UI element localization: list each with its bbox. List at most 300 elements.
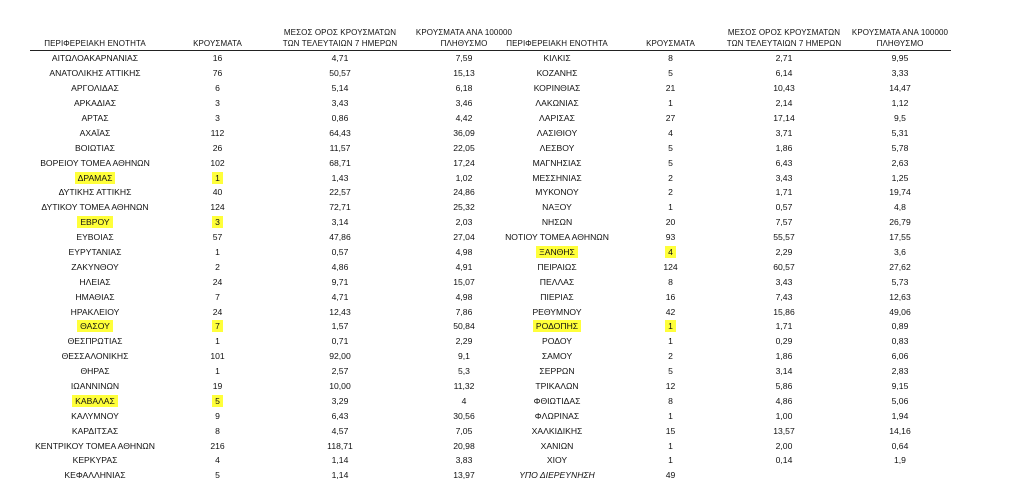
region-cell-text: ΕΥΒΟΙΑΣ [76, 232, 114, 243]
region-cell-text: ΡΕΘΥΜΝΟΥ [532, 306, 582, 317]
cases-cell [622, 468, 719, 483]
cases-cell-text: 5 [212, 395, 223, 407]
avg-7-days-cell [719, 170, 849, 185]
cases-cell-text: 2 [668, 351, 673, 362]
table-row [492, 438, 951, 453]
cases-cell-text: 49 [665, 470, 676, 481]
avg-7-days-cell-text: 1,14 [331, 455, 349, 466]
avg-7-days-cell [719, 245, 849, 260]
region-cell-text: ΚΑΡΔΙΤΣΑΣ [71, 425, 119, 436]
avg-7-days-cell-text: 6,43 [331, 410, 349, 421]
cases-cell-text: 5 [668, 68, 673, 79]
avg-7-days-cell [719, 96, 849, 111]
per-100k-cell [849, 111, 951, 126]
table-row [30, 96, 523, 111]
region-cell-text: ΚΟΡΙΝΘΙΑΣ [533, 83, 581, 94]
region-cell [30, 259, 160, 274]
table-row [492, 66, 951, 81]
avg-7-days-cell [275, 200, 405, 215]
per-100k-cell-text: 27,62 [889, 261, 911, 272]
per-100k-cell-text: 0,64 [891, 440, 909, 451]
avg-7-days-cell-text: 3,43 [775, 276, 793, 287]
region-cell-text: ΑΡΤΑΣ [81, 113, 109, 123]
per-100k-cell-text: 7,59 [455, 53, 473, 64]
cases-cell [160, 170, 275, 185]
table-row [492, 334, 951, 349]
table-row [30, 140, 523, 155]
avg-7-days-cell-text: 11,57 [329, 142, 351, 153]
region-cell-text: ΔΥΤΙΚΗΣ ΑΤΤΙΚΗΣ [58, 187, 132, 198]
cases-cell-text: 16 [665, 291, 676, 302]
avg-7-days-cell-text: 0,57 [775, 202, 793, 213]
per-100k-cell-text: 6,18 [455, 83, 473, 94]
avg-7-days-cell [719, 319, 849, 334]
region-cell [30, 393, 160, 408]
cases-cell-text: 1 [668, 410, 673, 421]
cases-cell [160, 245, 275, 260]
region-cell [492, 289, 622, 304]
avg-7-days-cell-text: 4,57 [331, 425, 349, 436]
avg-7-days-cell-text: 3,43 [775, 172, 793, 183]
avg-7-days-cell [275, 125, 405, 140]
per-100k-cell-text: 14,16 [889, 425, 911, 436]
avg-7-days-cell-text: 5,86 [775, 381, 793, 392]
region-cell-text: ΛΑΣΙΘΙΟΥ [536, 127, 578, 138]
cases-cell [622, 170, 719, 185]
per-100k-cell-text: 3,6 [894, 247, 906, 258]
cases-cell [622, 96, 719, 111]
avg-7-days-cell-text: 7,43 [775, 291, 793, 302]
table-row [30, 125, 523, 140]
avg-7-days-cell-text: 6,14 [775, 68, 793, 79]
region-cell [492, 274, 622, 289]
per-100k-cell-text: 4 [461, 395, 467, 406]
region-cell [30, 81, 160, 96]
region-cell [492, 200, 622, 215]
cases-cell [622, 453, 719, 468]
cases-cell-text: 1 [668, 98, 673, 109]
per-100k-cell [849, 66, 951, 81]
cases-cell-text: 1 [215, 366, 220, 377]
region-cell-text: ΡΟΔΟΠΗΣ [533, 320, 581, 332]
region-cell-text: ΑΝΑΤΟΛΙΚΗΣ ΑΤΤΙΚΗΣ [49, 68, 141, 79]
header-cases: ΚΡΟΥΣΜΑΤΑ [160, 8, 275, 51]
cases-cell [622, 215, 719, 230]
per-100k-cell [849, 185, 951, 200]
per-100k-cell [849, 319, 951, 334]
avg-7-days-cell-text: 22,57 [329, 187, 351, 198]
cases-cell-text: 8 [668, 53, 673, 64]
per-100k-cell-text: 9,95 [891, 53, 909, 64]
avg-7-days-cell [275, 51, 405, 66]
region-cell-text: ΕΒΡΟΥ [77, 216, 112, 228]
avg-7-days-cell [275, 438, 405, 453]
avg-7-days-cell [275, 349, 405, 364]
cases-cell [622, 304, 719, 319]
cases-cell-text: 16 [212, 53, 223, 64]
cases-cell [622, 66, 719, 81]
avg-7-days-cell [275, 140, 405, 155]
region-cell [30, 215, 160, 230]
avg-7-days-cell [719, 349, 849, 364]
cases-cell-text: 124 [663, 261, 678, 272]
region-cell [492, 438, 622, 453]
table-row [492, 245, 951, 260]
avg-7-days-cell-text: 1,71 [775, 187, 793, 198]
per-100k-cell-text: 13,97 [453, 470, 475, 481]
cases-cell-text: 7 [215, 291, 220, 302]
per-100k-cell-text: 22,05 [453, 142, 475, 153]
region-cell [492, 349, 622, 364]
table-row [492, 289, 951, 304]
avg-7-days-cell-text: 7,57 [775, 217, 793, 228]
avg-7-days-cell [275, 423, 405, 438]
cases-cell-text: 7 [212, 320, 223, 332]
region-cell-text: ΥΠΟ ΔΙΕΡΕΥΝΗΣΗ [519, 470, 595, 481]
header-cases: ΚΡΟΥΣΜΑΤΑ [622, 8, 719, 51]
cases-cell [160, 155, 275, 170]
per-100k-cell-text: 20,98 [453, 440, 475, 451]
avg-7-days-cell [275, 170, 405, 185]
table-row [30, 215, 523, 230]
avg-7-days-cell-text: 55,57 [773, 232, 795, 243]
region-cell-text: ΚΙΛΚΙΣ [543, 53, 571, 64]
table-row [30, 245, 523, 260]
region-cell-text: ΑΧΑΪΑΣ [79, 127, 111, 138]
table-row [492, 408, 951, 423]
avg-7-days-cell-text: 0,14 [775, 455, 793, 466]
per-100k-cell-text: 12,63 [889, 291, 911, 302]
cases-cell-text: 24 [212, 276, 223, 287]
cases-cell-text: 124 [210, 202, 225, 213]
region-cell-text: ΝΗΣΩΝ [541, 217, 573, 228]
avg-7-days-cell [719, 334, 849, 349]
region-cell-text: ΛΑΚΩΝΙΑΣ [535, 98, 579, 109]
avg-7-days-cell-text: 0,29 [775, 336, 793, 347]
region-cell [492, 364, 622, 379]
region-cell-text: ΔΡΑΜΑΣ [75, 172, 116, 184]
table-row [30, 259, 523, 274]
cases-cell [622, 125, 719, 140]
region-cell-text: ΠΕΙΡΑΙΩΣ [537, 261, 577, 272]
cases-cell [160, 111, 275, 126]
avg-7-days-cell-text: 9,71 [331, 276, 349, 287]
per-100k-cell-text: 11,32 [453, 381, 475, 392]
region-cell [30, 468, 160, 483]
cases-cell-text: 5 [668, 157, 673, 168]
per-100k-cell [849, 408, 951, 423]
region-cell-text: ΑΙΤΩΛΟΑΚΑΡΝΑΝΙΑΣ [51, 53, 139, 64]
cases-cell-text: 9 [215, 410, 220, 421]
region-cell-text: ΜΑΓΝΗΣΙΑΣ [532, 157, 582, 168]
per-100k-cell-text: 9,15 [891, 381, 909, 392]
avg-7-days-cell [275, 304, 405, 319]
cases-cell [622, 319, 719, 334]
region-cell-text: ΒΟΡΕΙΟΥ ΤΟΜΕΑ ΑΘΗΝΩΝ [40, 157, 150, 168]
table-row [492, 185, 951, 200]
cases-cell-text: 1 [215, 336, 220, 347]
cases-cell [622, 155, 719, 170]
cases-cell [160, 96, 275, 111]
region-cell-text: ΕΥΡΥΤΑΝΙΑΣ [68, 247, 122, 258]
header-per-100k: ΚΡΟΥΣΜΑΤΑ ΑΝΑ 100000 ΠΛΗΘΥΣΜΟ [405, 8, 523, 51]
region-cell [492, 453, 622, 468]
table-row [492, 81, 951, 96]
per-100k-cell-text: 1,12 [891, 98, 909, 109]
cases-cell [622, 379, 719, 394]
table-row [492, 423, 951, 438]
avg-7-days-cell-text: 0,86 [331, 113, 349, 123]
avg-7-days-cell [719, 51, 849, 66]
per-100k-cell-text: 9,5 [894, 113, 906, 123]
per-100k-cell-text: 2,29 [455, 336, 473, 347]
region-cell-text: ΛΕΣΒΟΥ [539, 142, 575, 153]
region-cell [30, 289, 160, 304]
avg-7-days-cell-text: 68,71 [329, 157, 351, 168]
right-cases-table [492, 8, 951, 483]
cases-cell-text: 1 [665, 320, 676, 332]
region-cell-text: ΧΙΟΥ [546, 455, 568, 466]
avg-7-days-cell-text: 10,00 [329, 381, 351, 392]
avg-7-days-cell [719, 185, 849, 200]
region-cell [492, 215, 622, 230]
per-100k-cell [849, 200, 951, 215]
avg-7-days-cell-text: 4,86 [775, 395, 793, 406]
avg-7-days-cell-text: 1,00 [775, 410, 793, 421]
region-cell-text: ΞΑΝΘΗΣ [536, 246, 578, 258]
table-row [30, 349, 523, 364]
region-cell-text: ΧΑΝΙΩΝ [540, 440, 574, 451]
avg-7-days-cell [719, 379, 849, 394]
region-cell [30, 230, 160, 245]
cases-cell [160, 438, 275, 453]
avg-7-days-cell [275, 215, 405, 230]
cases-cell-text: 2 [668, 172, 673, 183]
region-cell [30, 66, 160, 81]
per-100k-cell [849, 438, 951, 453]
region-cell [30, 423, 160, 438]
cases-cell [160, 66, 275, 81]
cases-cell-text: 40 [212, 187, 223, 198]
per-100k-cell-text: 50,84 [453, 321, 475, 332]
region-cell-text: ΚΟΖΑΝΗΣ [536, 68, 578, 79]
avg-7-days-cell [275, 259, 405, 274]
cases-cell-text: 4 [665, 246, 676, 258]
avg-7-days-cell-text: 4,71 [331, 53, 349, 64]
region-cell [492, 170, 622, 185]
per-100k-cell [849, 155, 951, 170]
cases-cell-text: 3 [215, 98, 220, 109]
avg-7-days-cell-text: 50,57 [329, 68, 351, 79]
table-row [30, 155, 523, 170]
avg-7-days-cell [275, 319, 405, 334]
region-cell [492, 408, 622, 423]
per-100k-cell [849, 453, 951, 468]
avg-7-days-cell-text: 13,57 [773, 425, 795, 436]
cases-cell [622, 51, 719, 66]
region-cell [30, 379, 160, 394]
avg-7-days-cell [719, 408, 849, 423]
region-cell [492, 393, 622, 408]
per-100k-cell [849, 423, 951, 438]
avg-7-days-cell-text: 1,43 [331, 172, 349, 183]
table-row [30, 185, 523, 200]
table-row [30, 379, 523, 394]
avg-7-days-cell [719, 468, 849, 483]
avg-7-days-cell [275, 111, 405, 126]
cases-cell [160, 81, 275, 96]
cases-cell [160, 259, 275, 274]
cases-cell-text: 20 [665, 217, 676, 228]
per-100k-cell-text: 14,47 [889, 83, 911, 94]
avg-7-days-cell [275, 274, 405, 289]
table-row [492, 125, 951, 140]
region-cell-text: ΑΡΚΑΔΙΑΣ [73, 98, 117, 109]
table-row [492, 364, 951, 379]
table-row [492, 319, 951, 334]
region-cell-text: ΜΕΣΣΗΝΙΑΣ [532, 172, 582, 183]
cases-cell [622, 438, 719, 453]
cases-cell [160, 200, 275, 215]
per-100k-cell-text: 5,3 [458, 366, 470, 377]
region-cell [492, 81, 622, 96]
cases-cell [622, 111, 719, 126]
cases-cell-text: 57 [212, 232, 223, 243]
avg-7-days-cell-text: 2,14 [775, 98, 793, 109]
header-region: ΠΕΡΙΦΕΡΕΙΑΚΗ ΕΝΟΤΗΤΑ [30, 8, 160, 51]
table-row [492, 155, 951, 170]
per-100k-cell-text: 2,63 [891, 157, 909, 168]
avg-7-days-cell-text: 72,71 [329, 202, 351, 213]
cases-cell [622, 289, 719, 304]
region-cell [30, 51, 160, 66]
region-cell-text: ΚΕΦΑΛΛΗΝΙΑΣ [64, 470, 126, 481]
table-row [30, 319, 523, 334]
per-100k-cell-text: 25,32 [453, 202, 475, 213]
per-100k-cell [849, 289, 951, 304]
avg-7-days-cell-text: 1,86 [775, 142, 793, 153]
avg-7-days-cell [719, 230, 849, 245]
cases-cell [622, 393, 719, 408]
right-header-row [492, 8, 951, 51]
cases-cell-text: 3 [215, 113, 220, 123]
cases-cell-text: 5 [668, 142, 673, 153]
region-cell [30, 408, 160, 423]
table-row [30, 170, 523, 185]
avg-7-days-cell [719, 274, 849, 289]
table-row [492, 393, 951, 408]
region-cell [492, 51, 622, 66]
cases-cell [160, 185, 275, 200]
region-cell-text: ΗΛΕΙΑΣ [79, 276, 111, 287]
per-100k-cell-text: 19,74 [889, 187, 911, 198]
per-100k-cell-text: 3,46 [455, 98, 473, 109]
avg-7-days-cell-text: 10,43 [773, 83, 795, 94]
region-cell-text: ΦΘΙΩΤΙΔΑΣ [533, 395, 581, 406]
per-100k-cell-text: 30,56 [453, 410, 475, 421]
per-100k-cell-text: 5,78 [891, 142, 909, 153]
avg-7-days-cell [719, 304, 849, 319]
per-100k-cell-text: 6,06 [891, 351, 909, 362]
cases-cell-text: 1 [668, 455, 673, 466]
per-100k-cell-text: 3,83 [455, 455, 473, 466]
per-100k-cell-text: 1,9 [894, 455, 906, 466]
per-100k-cell [849, 230, 951, 245]
table-row [30, 453, 523, 468]
per-100k-cell-text: 26,79 [889, 217, 911, 228]
region-cell-text: ΘΕΣΣΑΛΟΝΙΚΗΣ [61, 351, 129, 362]
region-cell-text: ΤΡΙΚΑΛΩΝ [535, 381, 579, 392]
avg-7-days-cell [719, 423, 849, 438]
cases-cell [160, 423, 275, 438]
table-row [492, 230, 951, 245]
table-row [492, 349, 951, 364]
per-100k-cell-text: 5,73 [891, 276, 909, 287]
per-100k-cell [849, 304, 951, 319]
avg-7-days-cell-text: 0,71 [331, 336, 349, 347]
region-cell-text: ΦΛΩΡΙΝΑΣ [534, 410, 580, 421]
cases-cell-text: 5 [215, 470, 220, 481]
region-cell [492, 259, 622, 274]
region-cell-text: ΘΑΣΟΥ [77, 320, 113, 332]
region-cell-text: ΝΑΞΟΥ [542, 202, 572, 213]
region-cell [492, 319, 622, 334]
avg-7-days-cell-text: 64,43 [329, 127, 351, 138]
header-region: ΠΕΡΙΦΕΡΕΙΑΚΗ ΕΝΟΤΗΤΑ [492, 8, 622, 51]
avg-7-days-cell-text: 0,57 [331, 247, 349, 258]
cases-cell-text: 5 [668, 366, 673, 377]
region-cell-text: ΑΡΓΟΛΙΔΑΣ [71, 83, 119, 94]
region-cell [492, 230, 622, 245]
table-row [30, 111, 523, 126]
avg-7-days-cell-text: 15,86 [773, 306, 795, 317]
left-cases-table [30, 8, 523, 483]
avg-7-days-cell [275, 230, 405, 245]
cases-cell [160, 468, 275, 483]
avg-7-days-cell-text: 1,71 [775, 321, 793, 332]
region-cell [30, 200, 160, 215]
cases-cell-text: 2 [668, 187, 673, 198]
cases-cell-text: 2 [215, 261, 220, 272]
per-100k-cell-text: 1,02 [455, 172, 473, 183]
region-cell [30, 334, 160, 349]
per-100k-cell [849, 96, 951, 111]
cases-cell [160, 51, 275, 66]
avg-7-days-cell [275, 96, 405, 111]
cases-cell [160, 215, 275, 230]
avg-7-days-cell-text: 1,14 [331, 470, 349, 481]
region-cell-text: ΚΕΡΚΥΡΑΣ [72, 455, 118, 466]
cases-cell [160, 140, 275, 155]
per-100k-cell-text: 5,06 [891, 395, 909, 406]
avg-7-days-cell-text: 1,86 [775, 351, 793, 362]
table-row [30, 468, 523, 483]
avg-7-days-cell [275, 379, 405, 394]
per-100k-cell [849, 245, 951, 260]
per-100k-cell-text: 2,03 [455, 217, 473, 228]
region-cell [492, 334, 622, 349]
cases-cell [622, 140, 719, 155]
cases-cell-text: 101 [210, 351, 225, 362]
per-100k-cell [849, 259, 951, 274]
avg-7-days-cell-text: 92,00 [329, 351, 351, 362]
per-100k-cell-text: 4,98 [455, 291, 473, 302]
cases-cell [622, 364, 719, 379]
avg-7-days-cell-text: 2,00 [775, 440, 793, 451]
region-cell [30, 319, 160, 334]
region-cell-text: ΗΡΑΚΛΕΙΟΥ [70, 306, 120, 317]
per-100k-cell [849, 125, 951, 140]
